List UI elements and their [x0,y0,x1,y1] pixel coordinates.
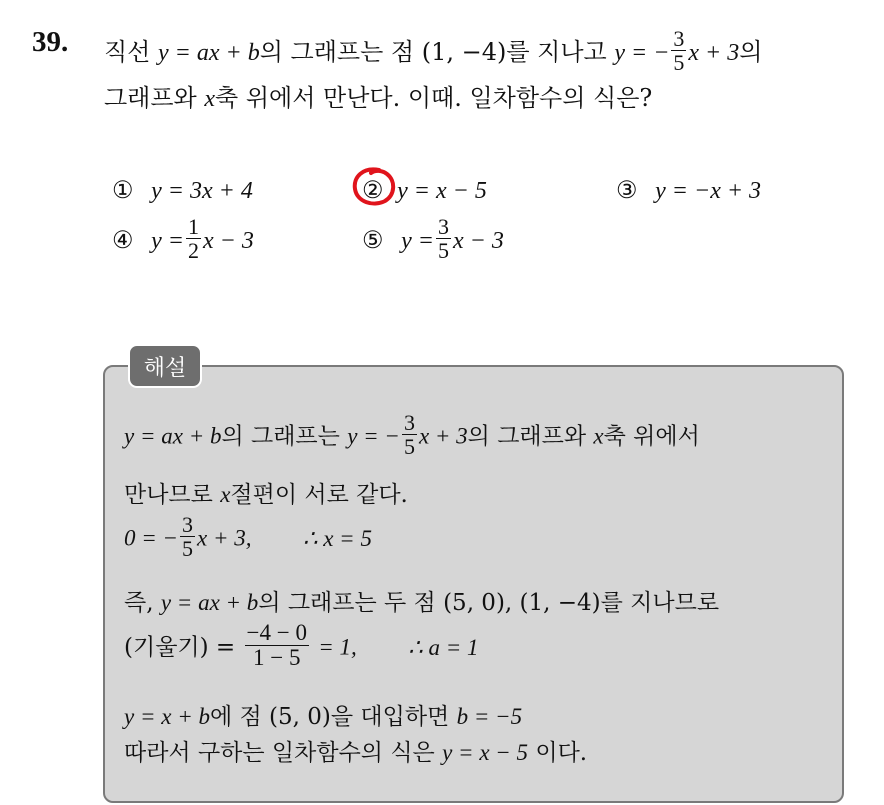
question-number: 39. [32,26,69,58]
equation: 0 = − [124,525,179,551]
choice-4[interactable] [112,214,254,265]
equation: y = − [614,40,670,67]
fraction [186,215,201,262]
question-text: 의 [739,38,763,67]
fraction-numerator: 3 [438,214,450,239]
solution-line-5 [124,620,479,673]
question-text: 축 위에서 만난다. 이때. 일차함수의 식은? [215,84,653,112]
choice-equation: y = 3x + 4 [151,178,253,204]
equation: ∴ a = 1 [408,634,479,660]
solution-text: (기울기) = [124,634,236,661]
solution-text: 따라서 구하는 일차함수의 식은 [124,740,435,766]
solution-tag: 해설 [128,344,202,388]
solution-line-1 [124,410,700,461]
selected-answer-circle-mark [349,165,401,209]
solution-line-6 [124,698,522,731]
fraction-denominator: 1 − 5 [252,645,301,671]
variable: x [593,423,604,449]
solution-line-4 [124,584,719,617]
equation: x + 3 [418,423,468,449]
solution-line-7 [124,734,587,767]
solution-text: 축 위에서 [603,423,700,450]
choice-1[interactable] [112,176,253,205]
question-line-2 [104,86,652,111]
choice-5[interactable] [362,214,504,265]
choice-mark: ② [362,178,384,204]
choice-equation: y = −x + 3 [655,178,762,204]
equation: y = x + b [124,704,210,729]
choice-equation: y = [151,228,185,255]
fraction-numerator: 3 [673,26,685,51]
equation: y = x − 5 [442,740,529,765]
equation: b = −5 [456,704,523,729]
choice-equation: y = x − 5 [397,178,487,204]
choice-3[interactable] [616,176,761,205]
solution-text: 즉, [124,590,154,616]
fraction [671,27,686,74]
question-line-1 [104,26,763,77]
choice-mark: ⑤ [362,228,384,255]
solution-text: 에 점 (5, 0)을 대입하면 [209,704,450,730]
fraction-denominator: 5 [673,50,685,76]
solution-text: 절편이 서로 같다. [230,482,408,508]
equation: x + 3 [688,40,740,67]
fraction [245,621,309,670]
fraction [402,411,417,458]
fraction-numerator: 1 [188,214,200,239]
fraction [436,215,451,262]
choice-mark: ① [112,178,134,204]
equation: = 1, [318,634,357,660]
solution-line-3 [124,512,372,563]
choice-equation: x − 3 [453,228,504,255]
fraction-denominator: 5 [403,434,415,460]
question-text: 직선 [104,38,151,67]
question-text: 의 그래프는 점 (1, −4)를 지나고 [259,38,607,67]
fraction [180,513,195,560]
solution-text: 의 그래프는 [221,423,340,450]
solution-text: 의 그래프와 [467,423,587,450]
fraction-numerator: −4 − 0 [246,620,307,645]
fraction-denominator: 2 [188,238,200,264]
question-text: 그래프와 [104,84,197,112]
solution-text: 의 그래프는 두 점 (5, 0), (1, −4)를 지나므로 [258,590,720,616]
choice-mark: ④ [112,228,134,255]
variable: x [204,86,216,112]
choice-mark: ③ [616,178,638,204]
equation: x + 3, [197,525,252,551]
choice-equation: y = [401,228,435,255]
equation: y = ax + b [160,590,259,615]
equation: y = − [347,423,400,449]
solution-text: 이다. [535,740,588,766]
equation: ∴ x = 5 [302,525,372,551]
solution-line-2 [124,476,408,509]
solution-text: 만나므로 [124,482,213,508]
fraction-denominator: 5 [438,238,450,264]
equation: y = ax + b [158,40,260,67]
fraction-denominator: 5 [182,536,194,562]
fraction-numerator: 3 [182,512,194,537]
variable: x [220,482,231,507]
choice-equation: x − 3 [203,228,254,255]
fraction-numerator: 3 [403,410,415,435]
equation: y = ax + b [124,423,222,449]
